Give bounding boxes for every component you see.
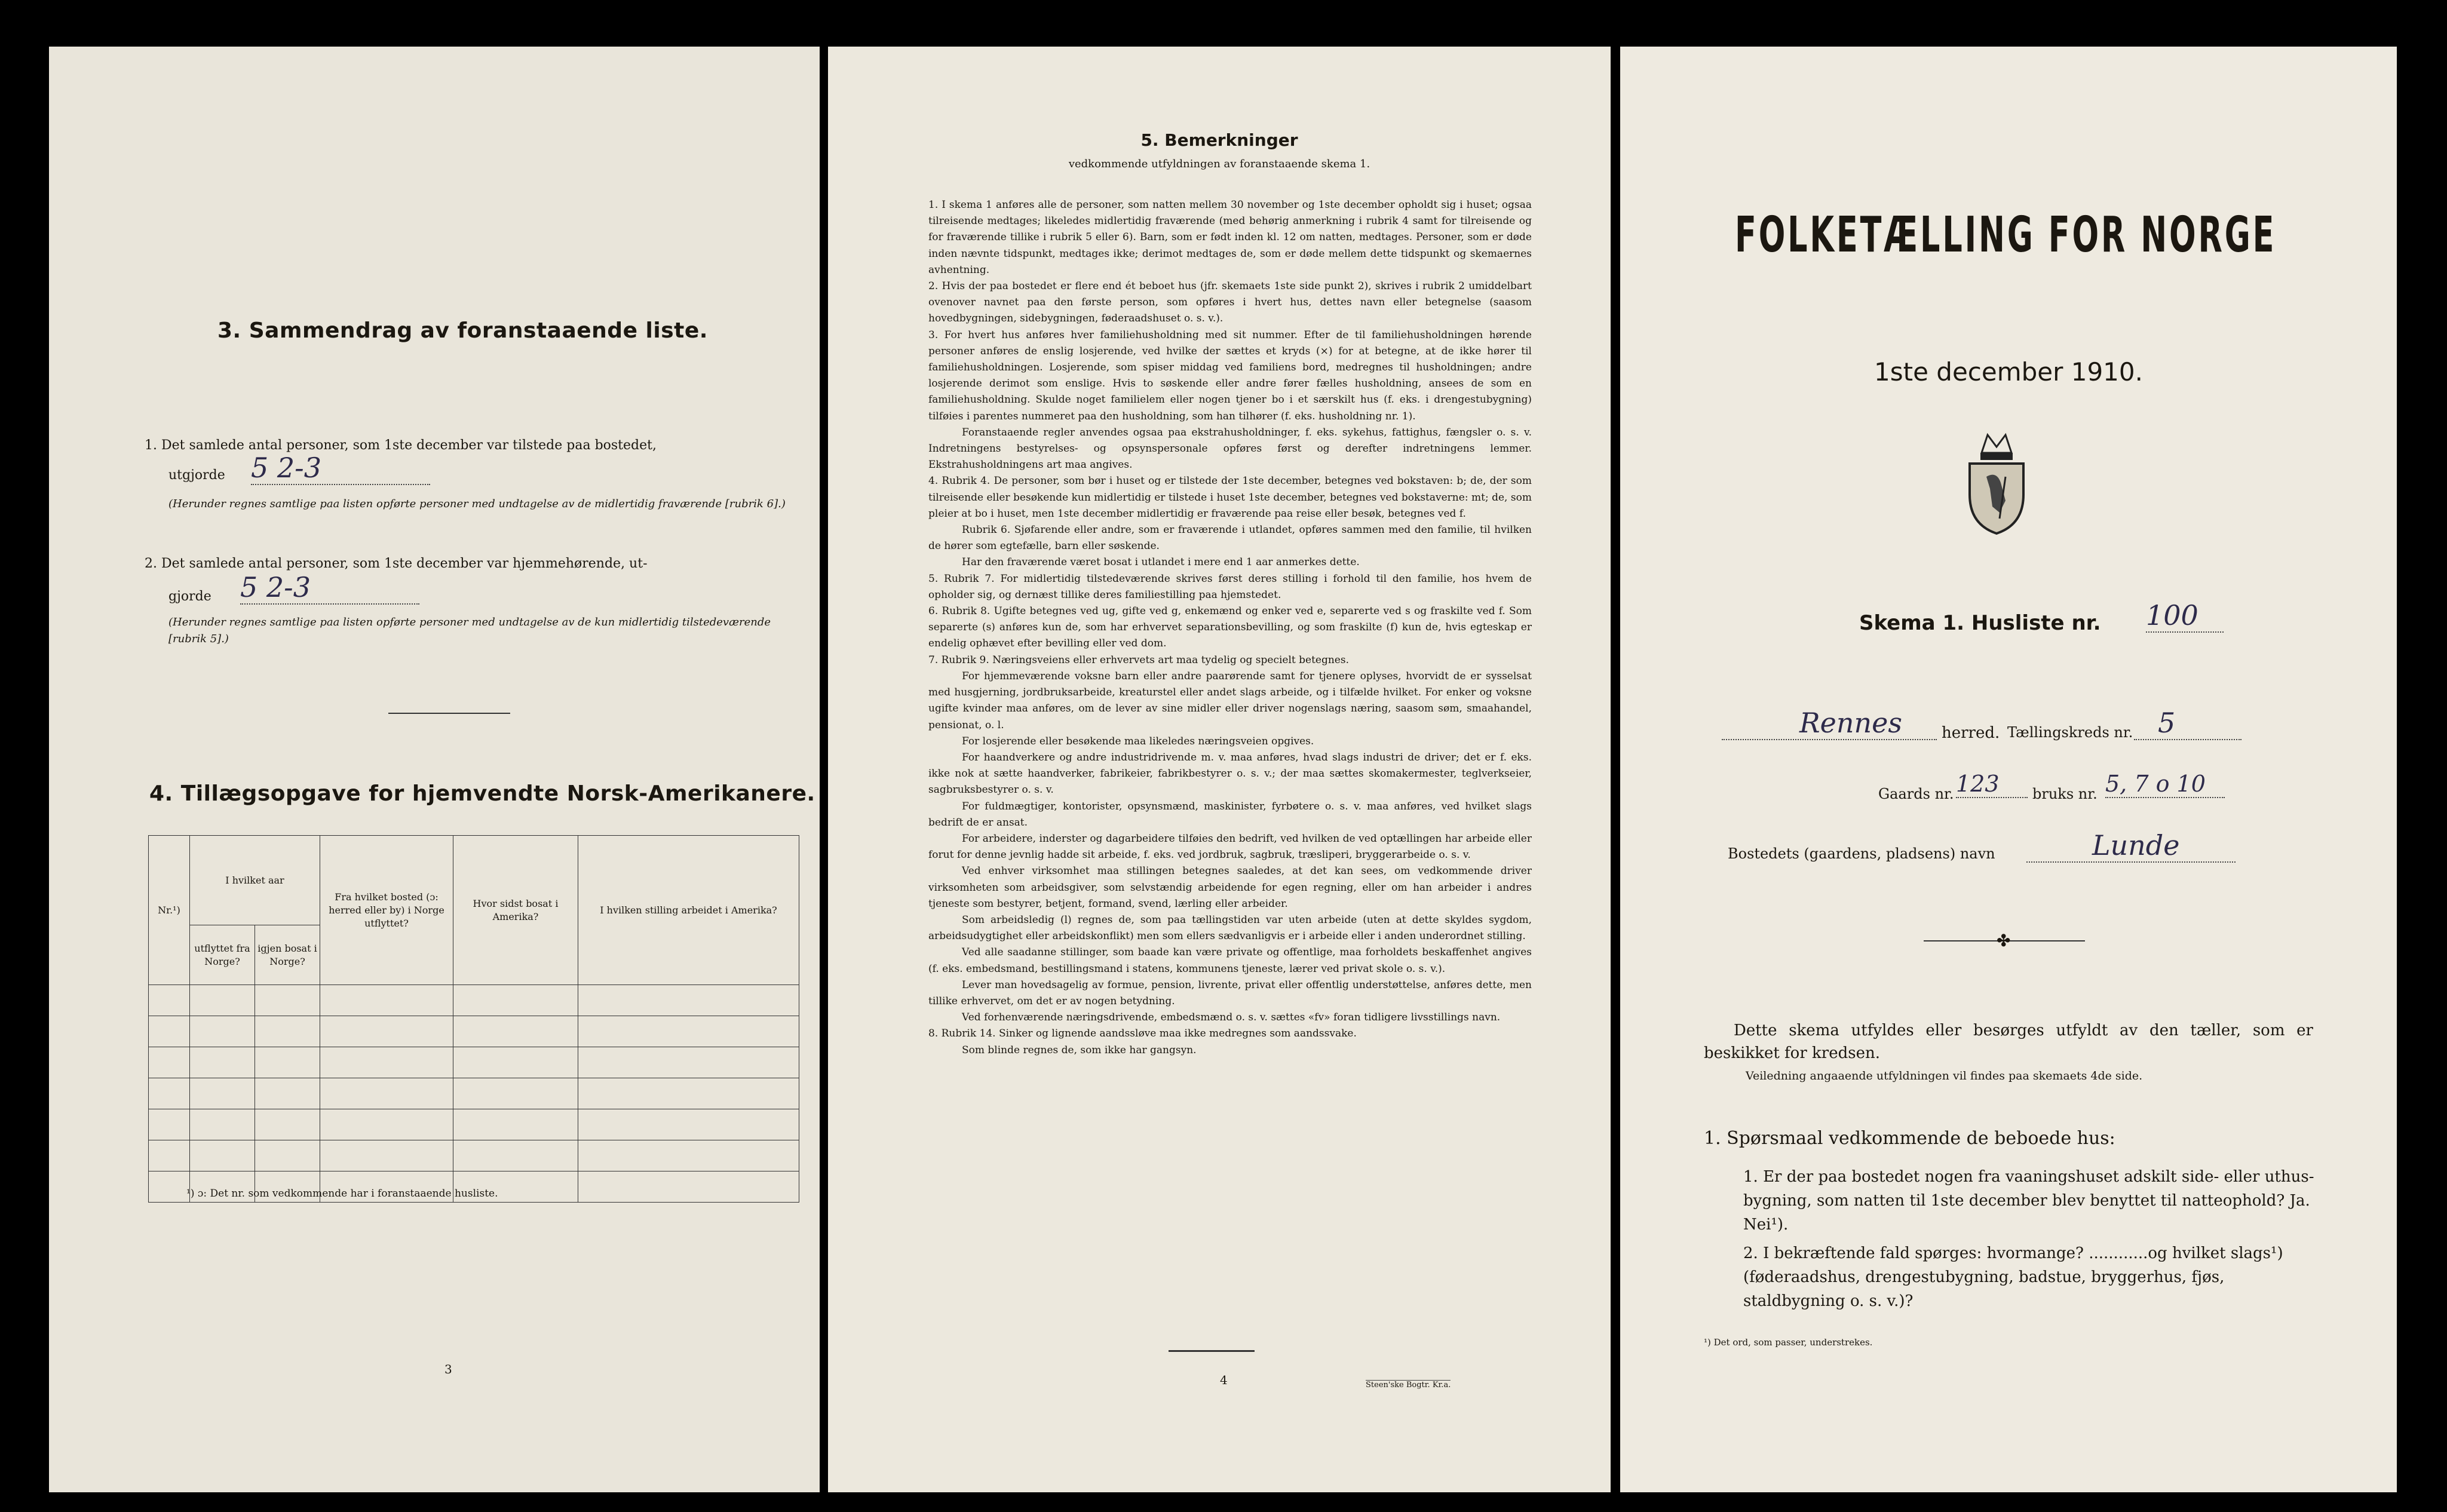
kreds-label: Tællingskreds nr. bbox=[2007, 724, 2133, 741]
remark-item: Har den fraværende været bosat i utlandet i mere end 1 aar anmerkes dette. bbox=[962, 556, 1360, 569]
remark-item: 7. Rubrik 9. Næringsveiens eller erhvervets art maa tydelig og specielt betegnes. bbox=[928, 654, 1349, 666]
remark-item: For hjemmeværende voksne barn eller andre paarørende samt for tjenere oplyses, hvorvidt de er sysselsat med husgjerning, jordbruksarbeide, kreaturstel eller andet slags arbeide, og i tilfælde hvilket. For enker og voksne ugifte kvinder maa anføres, om de lever av sine midler eller driver nogenslags næring, saasom søm, smaahandel, pensionat, o. l. bbox=[928, 670, 1532, 731]
remark-item: 8. Rubrik 14. Sinker og lignende aandssløve maa ikke medregnes som aandssvake. bbox=[928, 1028, 1357, 1040]
col-utflyttet: utflyttet fra Norge? bbox=[190, 925, 255, 985]
page-number: 4 bbox=[1220, 1373, 1228, 1387]
census-title: FOLKETÆLLING FOR NORGE bbox=[1735, 207, 2277, 263]
remark-item: Ved forhenværende næringsdrivende, embedsmænd o. s. v. sættes «fv» foran tidligere livsstillings navn. bbox=[962, 1011, 1501, 1024]
remark-item: For arbeidere, inderster og dagarbeidere tilføies den bedrift, ved hvilken de ved optællingen har arbeide eller forut for denne jevnlig hadde sit arbeide, f. eks. ved jordbruk, sagbruk, træsliperi, bryggerarbeide o. s. v. bbox=[928, 832, 1532, 861]
q2-note: (Herunder regnes samtlige paa listen opførte personer med undtagelse av de kun midlertidig tilstedeværende [rubrik 5].) bbox=[168, 616, 771, 645]
col-igjen: igjen bosat i Norge? bbox=[255, 925, 320, 985]
col-fra: Fra hvilket bosted (ɔ: herred eller by) i Norge utflyttet? bbox=[320, 836, 453, 985]
page-3 bbox=[49, 47, 820, 1492]
instructions: Dette skema utfyldes eller besørges utfyldt av den tæller, som er beskikket for kredsen. bbox=[1704, 1022, 2313, 1062]
remark-item: 5. Rubrik 7. For midlertidig tilstedeværende skrives først deres stilling i forhold til den familie, hos hvem de opholder sig, og dernæst tillike deres familiestilling paa hjemstedet. bbox=[928, 572, 1532, 601]
coat-of-arms-icon bbox=[1964, 429, 2029, 536]
bruks-label: bruks nr. bbox=[2032, 786, 2098, 802]
footnote: ¹) Det ord, som passer, understrekes. bbox=[1704, 1337, 1873, 1348]
q1-text: 1. Det samlede antal personer, som 1ste december var tilstede paa bostedet, bbox=[145, 438, 657, 453]
q2-value: 5 2-3 bbox=[240, 571, 419, 605]
remark-item: Lever man hovedsagelig av formue, pension, livrente, privat eller offentlig understøttelse, anføres dette, men tillike erhvervet, om det er av nogen betydning. bbox=[928, 979, 1532, 1007]
remark-item: 4. Rubrik 4. De personer, som bør i huset og er tilstede der 1ste december, betegnes ved bokstaven: b; de, der som tilreisende eller besøkende kun midlertidig er tilstede i huset 1ste december, betegnes ved bokstaverne: mt; de, som pleier at bo i huset, men 1ste december midlertidig er fraværende paa reise eller besøk, betegnes ved f. bbox=[928, 475, 1532, 520]
remark-item: 1. I skema 1 anføres alle de personer, som natten mellem 30 november og 1ste december opholdt sig i huset; ogsaa tilreisende medtages; likeledes midlertidig fraværende (med behørig anmerkning i rubrik 4 samt for tilreisende og for fraværende tillike i rubrik 5 eller 6). Barn, som er født inden kl. 12 om natten, medtages. Personer, som er døde inden nævnte tidspunkt, medtages ikke; derimot medtages de, som er døde mellem dette tidspunkt og skemaernes avhentning. bbox=[928, 199, 1532, 276]
husliste-nr: 100 bbox=[2146, 599, 2224, 633]
kreds-value: 5 bbox=[2134, 707, 2241, 740]
col-group-year: I hvilket aar bbox=[190, 836, 320, 925]
herred-label: herred. bbox=[1942, 724, 2000, 742]
table-row bbox=[149, 985, 799, 1016]
gaards-value: 123 bbox=[1956, 771, 2028, 798]
remark-item: 6. Rubrik 8. Ugifte betegnes ved ug, gifte ved g, enkemænd og enker ved e, separerte ved s og fraskilte ved f. Som separerte (s) anføres kun de, som har erhvervet separationsbevilling, og som fraskilte (f) kun de, hvis egteskap er endelig ophævet efter bevilling eller ved dom. bbox=[928, 605, 1532, 650]
col-hvor: Hvor sidst bosat i Amerika? bbox=[453, 836, 578, 985]
table-row bbox=[149, 1140, 799, 1171]
remark-item: Rubrik 6. Sjøfarende eller andre, som er fraværende i utlandet, opføres sammen med den familie, til hvilken de hører som egtefælle, barn eller søskende. bbox=[928, 524, 1532, 553]
section-4-title: 4. Tillægsopgave for hjemvendte Norsk-Amerikanere. bbox=[149, 781, 815, 806]
remark-item: Ved enhver virksomhet maa stillingen betegnes saaledes, at det kan sees, om vedkommende driver virksomheten som arbeidsgiver, som selvstændig arbeidende for egen regning, eller om han arbeider i andres tjeneste som bestyrer, betjent, formand, svend, lærling eller arbeider. bbox=[928, 865, 1532, 910]
remark-item: Som arbeidsledig (l) regnes de, som paa tællingstiden var uten arbeide (uten at dette skyldes sygdom, arbeidsudygtighet eller arbeidskonflikt) men som ellers sædvanligvis er i arbeide eller i anden underordnet stilling. bbox=[928, 913, 1532, 943]
section-3-title: 3. Sammendrag av foranstaaende liste. bbox=[217, 318, 708, 343]
remark-item: For haandverkere og andre industridrivende m. v. maa anføres, hvad slags industri de driver; det er f. eks. ikke nok at sætte haandverker, fabrikeier, fabrikbestyrer o. s. v.; der maa sættes skomakermester, teglverkseier, sagbruksbestyrer o. s. v. bbox=[928, 751, 1532, 796]
table-row bbox=[149, 1047, 799, 1078]
q2-text: 2. Det samlede antal personer, som 1ste december var hjemmehørende, ut- bbox=[145, 556, 648, 571]
q1-lead: utgjorde bbox=[168, 468, 225, 483]
remark-item: 2. Hvis der paa bostedet er flere end ét beboet hus (jfr. skemaets 1ste side punkt 2), skrives i rubrik 2 umiddelbart ovenover navnet paa den første person, som opføres i hvert hus, dettes navn eller betegnelse (saasom hovedbygningen, sidebygningen, føderaadshuset o. s. v.). bbox=[928, 280, 1532, 325]
herred-value: Rennes bbox=[1722, 707, 1937, 740]
gaards-label: Gaards nr. bbox=[1878, 786, 1954, 802]
norsk-amerikanere-table bbox=[148, 835, 799, 1203]
table-row bbox=[149, 1109, 799, 1140]
questions-heading: 1. Spørsmaal vedkommende de beboede hus: bbox=[1704, 1128, 2115, 1149]
remarks-list bbox=[928, 197, 1532, 1386]
q1-value: 5 2-3 bbox=[251, 452, 430, 485]
remark-item: For losjerende eller besøkende maa likeledes næringsveien opgives. bbox=[962, 735, 1314, 747]
remark-item: Foranstaaende regler anvendes ogsaa paa ekstrahusholdninger, f. eks. sykehus, fattighus, fængsler o. s. v. Indretningens bestyrelses- og opsynspersonale opføres først og derefter indretningens lemmer. Ekstrahusholdningens art maa angives. bbox=[928, 426, 1532, 471]
divider bbox=[1169, 1350, 1255, 1352]
bosted-label: Bostedets (gaardens, pladsens) navn bbox=[1728, 845, 1995, 862]
question-2: 2. I bekræftende fald spørges: hvormange? ............og hvilket slags¹) (føderaadshus, drengestubygning, badstue, bryggerhus, fjøs, staldbygning o. s. v.)? bbox=[1743, 1244, 2283, 1310]
col-nr: Nr.¹) bbox=[149, 836, 190, 985]
remark-item: Ved alle saadanne stillinger, som baade kan være private og offentlige, maa forholdets beskaffenhet angives (f. eks. embedsmand, bestillingsmand i statens, kommunens tjeneste, lærer ved privat skole o. s. v.). bbox=[928, 946, 1532, 975]
printer-mark: Steen'ske Bogtr. Kr.a. bbox=[1366, 1381, 1451, 1390]
remarks-title: 5. Bemerkninger bbox=[1140, 130, 1298, 150]
bosted-value: Lunde bbox=[2026, 829, 2236, 863]
footnote: ¹) ɔ: Det nr. som vedkommende har i foranstaaende husliste. bbox=[186, 1188, 498, 1200]
col-stilling: I hvilken stilling arbeidet i Amerika? bbox=[578, 836, 799, 985]
bruks-value: 5, 7 o 10 bbox=[2105, 771, 2225, 798]
ornament-icon: ✤ bbox=[1997, 931, 2011, 950]
remark-item: Som blinde regnes de, som ikke har gangsyn. bbox=[962, 1044, 1197, 1056]
table-row bbox=[149, 1078, 799, 1109]
question-1: 1. Er der paa bostedet nogen fra vaaningshuset adskilt side- eller uthus-bygning, som natten til 1ste december blev benyttet til natteophold? Ja. Nei¹). bbox=[1743, 1168, 2314, 1234]
remark-item: 3. For hvert hus anføres hver familiehusholdning med sit nummer. Efter de til familiehusholdningen hørende personer anføres de enslig losjerende, ved hvilke der sættes et kryds (×) for at betegne, at de ikke hører til familiehusholdningen. Losjerende, som spiser middag ved familiens bord, medregnes til husholdningen; andre losjerende derimot som enslige. Hvis to søskende eller andre fører fælles husholdning, ansees de som en familiehusholdning. Skulde noget familielem eller nogen tjener bo i et særskilt hus (f. eks. i drengestubygning) tilføies i parentes nummeret paa den husholdning, som han tilhører (f. eks. husholdning nr. 1). bbox=[928, 329, 1532, 422]
remark-item: For fuldmægtiger, kontorister, opsynsmænd, maskinister, fyrbøtere o. s. v. maa anføres, ved hvilket slags bedrift de er ansat. bbox=[928, 800, 1532, 829]
q1-note: (Herunder regnes samtlige paa listen opførte personer med undtagelse av de midlertidig fraværende [rubrik 6].) bbox=[168, 498, 786, 510]
instructions-note: Veiledning angaaende utfyldningen vil findes paa skemaets 4de side. bbox=[1746, 1069, 2143, 1082]
page-1 bbox=[1620, 47, 2397, 1492]
page-4 bbox=[828, 47, 1611, 1492]
page-number: 3 bbox=[444, 1362, 452, 1376]
q2-lead: gjorde bbox=[168, 589, 211, 604]
census-date: 1ste december 1910. bbox=[1874, 357, 2143, 387]
remarks-subtitle: vedkommende utfyldningen av foranstaaende skema 1. bbox=[1068, 158, 1370, 170]
table-row bbox=[149, 1016, 799, 1047]
skema-label: Skema 1. Husliste nr. bbox=[1859, 611, 2101, 635]
divider bbox=[388, 713, 510, 714]
